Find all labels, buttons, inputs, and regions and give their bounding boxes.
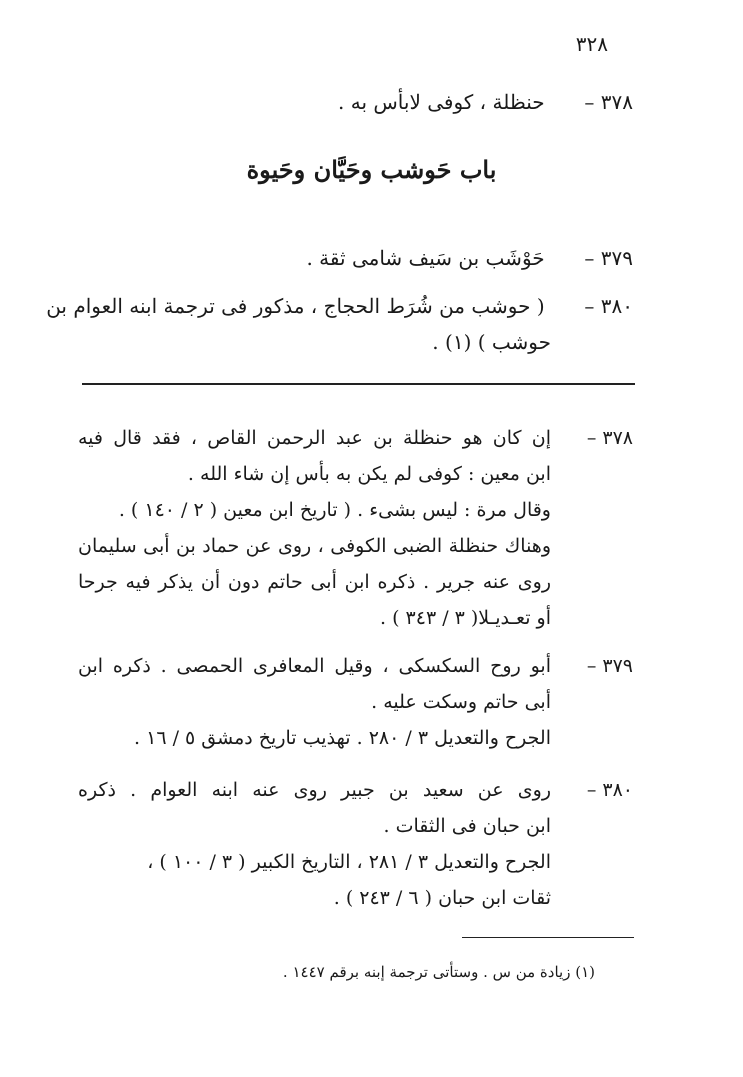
note-378 [78, 420, 633, 636]
note-line: ثقات ابن حبان ( ٦ / ٢٤٣ ) . [333, 887, 551, 909]
note-line: أبو روح السكسكى ، وقيل المعافرى الحمصى . ذكره ابن [78, 655, 551, 677]
entry-number: ٣٨٠ – [584, 294, 633, 318]
note-line: وقال مرة : ليس بشىء . ( تاريخ ابن معين ( ٢ / ١٤٠ ) . [118, 499, 551, 521]
note-number: ٣٨٠ – [586, 779, 633, 801]
entry-378 [153, 84, 633, 120]
note-line: أبى حاتم وسكت عليه . [371, 691, 551, 713]
main-divider [82, 383, 635, 385]
note-line: روى عنه جرير . ذكره ابن أبى حاتم دون أن يذكر فيه جرحا [78, 571, 551, 593]
section-heading: باب حَوشب وحَيَّان وحَيوة [246, 155, 497, 184]
note-line: ابن معين : كوفى لم يكن به بأس إن شاء الله . [187, 463, 551, 485]
note-line: إن كان هو حنظلة بن عبد الرحمن القاص ، فقد قال فيه [78, 427, 551, 449]
entry-380 [46, 288, 633, 360]
entry-text-line2: حوشب ) (١) . [432, 330, 551, 354]
footnote-divider [462, 937, 634, 938]
entry-number: ٣٧٩ – [584, 246, 633, 270]
note-line: وهناك حنظلة الضبى الكوفى ، روى عن حماد بن أبى سليمان [78, 535, 551, 557]
page-number: ٣٢٨ [575, 32, 608, 56]
note-line: ابن حبان فى الثقات . [383, 815, 551, 837]
entry-379 [153, 240, 633, 276]
note-number: ٣٧٨ – [586, 427, 633, 449]
entry-number: ٣٧٨ – [584, 90, 633, 114]
entry-text: حَوْشَب بن سَيف شامى ثقة . [306, 246, 545, 270]
entry-text-line1: ( حوشب من شُرَط الحجاج ، مذكور فى ترجمة ابنه العوام بن [46, 294, 545, 318]
note-380 [78, 772, 633, 916]
note-line: روى عن سعيد بن جبير روى عنه ابنه العوام . ذكره [78, 779, 551, 801]
entry-text: حنظلة ، كوفى لابأس به . [338, 90, 545, 114]
footnote: (١) زيادة من س . وستأتى ترجمة إبنه برقم ١٤٤٧ . [282, 963, 595, 981]
note-line: أو تعـديـلا( ٣ / ٣٤٣ ) . [380, 607, 551, 629]
note-number: ٣٧٩ – [586, 655, 633, 677]
note-line: الجرح والتعديل ٣ / ٢٨٠ . تهذيب تاريخ دمشق ٥ / ١٦ . [134, 727, 551, 749]
note-line: الجرح والتعديل ٣ / ٢٨١ ، التاريخ الكبير ( ٣ / ١٠٠ ) ، [147, 851, 551, 873]
note-379 [78, 648, 633, 756]
